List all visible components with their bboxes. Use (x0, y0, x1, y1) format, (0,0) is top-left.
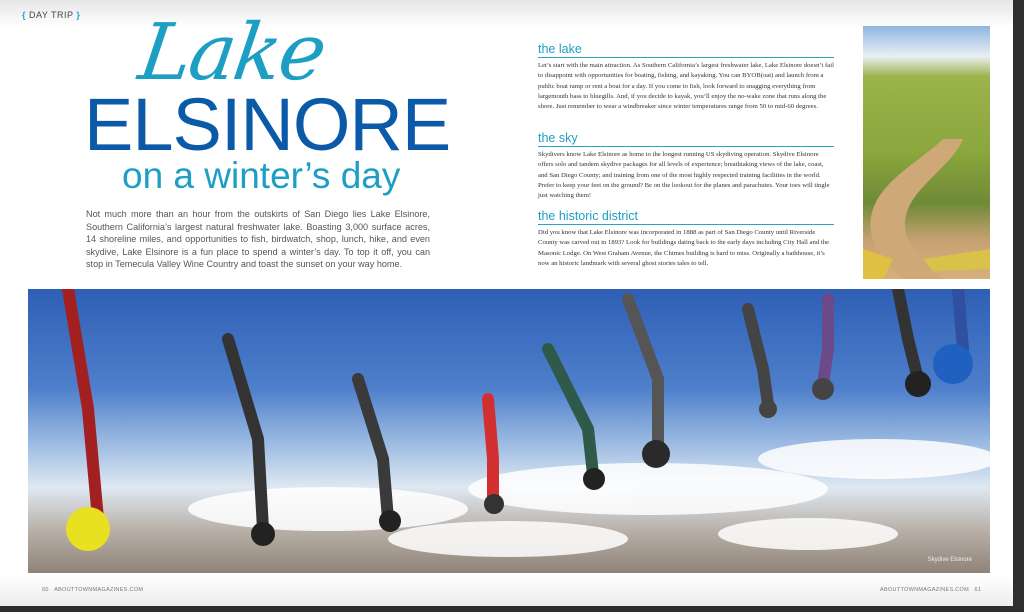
section-historic (538, 209, 834, 269)
footer-left (42, 587, 143, 593)
section-heading: the lake (538, 42, 834, 58)
title-script: Lake (133, 8, 331, 98)
site-url-left: ABOUTTOWNMAGAZINES.COM (54, 587, 144, 593)
section-lake (538, 42, 834, 112)
section-body: Skydivers know Lake Elsinore as home to the longest running US skydiving operation. Skydive Elsinore offers solo and tandem skydive packages for all levels of experience; breathtaking views of the lake, coast, and San Diego County; and training from one of the most highly respected training facilities in the world. Prefer to keep your feet on the ground? Be on the lookout for the planes and parachutes. Your toes will tingle just watching them! (538, 151, 830, 200)
skydivers-photo (28, 289, 990, 573)
trail-illustration (863, 139, 990, 279)
photo-caption: Skydive Elsinore (927, 557, 972, 563)
title-main: ELSINORE (84, 83, 451, 166)
brace-close: } (76, 10, 81, 20)
trail-photo (863, 26, 990, 279)
section-body: Did you know that Lake Elsinore was incorporated in 1888 as part of San Diego County until Riverside County was carved out in 1893? Look for buildings dating back to the early days including City Hall and the Masonic Lodge. On West Graham Avenue, the Chimes building is hard to miss. Originally a bathhouse, it’s now an historic landmark with several ghost stories tales to tell. (538, 229, 830, 267)
title-sub: on a winter’s day (122, 155, 401, 196)
section-body: Let’s start with the main attraction. As Southern California’s largest freshwater lake, Lake Elsinore doesn’t fail to disappoint with opportunities for boating, fishing, and kayaking. You can BYOB(oat) and launch from a public boat ramp or rent a boat for a day. If you come to fish, look forward to snagging everything from largemouth bass to bluegills. And, if you decide to kayak, you’ll enjoy the no-wake zone that runs along the shore. Just remember to wear a windbreaker since winter temperatures range from 50 to mid-60 degrees. (538, 62, 834, 111)
section-tag-label: DAY TRIP (29, 10, 74, 20)
section-heading: the sky (538, 131, 834, 147)
site-url-right: ABOUTTOWNMAGAZINES.COM (880, 587, 970, 593)
footer-right (880, 587, 981, 593)
section-tag (22, 10, 80, 20)
page-number-right: 61 (974, 587, 982, 593)
section-sky (538, 131, 834, 201)
section-heading: the historic district (538, 209, 834, 225)
skydivers-illustration (28, 289, 990, 573)
page-number-left: 60 (42, 587, 49, 593)
intro-paragraph: Not much more than an hour from the outskirts of San Diego lies Lake Elsinore, Southern California’s largest natural freshwater lake. Boasting 3,000 surface acres, 14 shoreline miles, and opportunities to fish, birdwatch, shop, lunch, hike, and even skydive, Lake Elsinore is a fun place to spend a winter’s day. To top it off, you can stop in Temecula Valley Wine Country and toast the sunset on your way home. (86, 209, 430, 270)
brace-open: { (22, 10, 27, 20)
